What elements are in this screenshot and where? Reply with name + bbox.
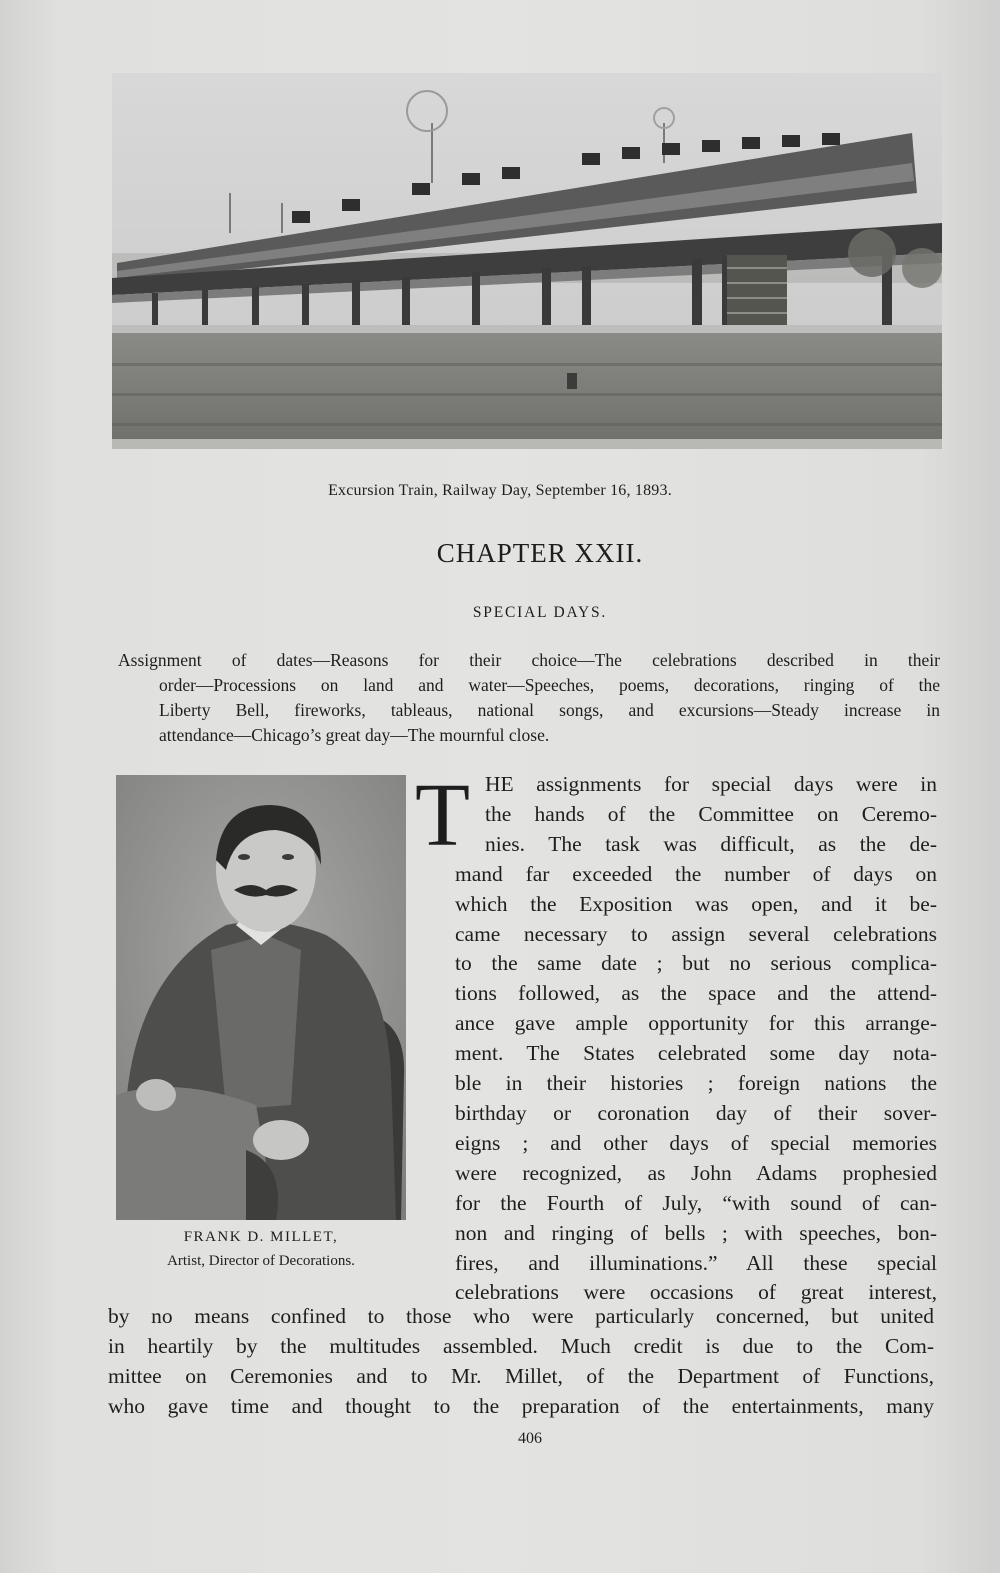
body-line: celebrations were occasions of great interest, (455, 1280, 937, 1305)
synopsis-line: order—Processions on land and water—Speeches, poems, decorations, ringing of the (159, 675, 940, 695)
synopsis-line: Assignment of dates—Reasons for their choice—The celebrations described in their (118, 650, 940, 670)
chapter-synopsis (118, 648, 940, 748)
body-line: which the Exposition was open, and it be- (455, 891, 937, 916)
body-line: non and ringing of bells ; with speeches, bon- (455, 1220, 937, 1245)
body-line: ance gave ample opportunity for this arrange- (455, 1011, 937, 1036)
body-line: mittee on Ceremonies and to Mr. Millet, of the Department of Functions, (108, 1363, 934, 1388)
body-line: fires, and illuminations.” All these special (455, 1250, 937, 1275)
synopsis-line: attendance—Chicago’s great day—The mournful close. (159, 725, 550, 745)
body-line: HE assignments for special days were in (485, 772, 937, 796)
body-line: birthday or coronation day of their sover- (455, 1100, 937, 1125)
body-line: ble in their histories ; foreign nations the (455, 1071, 937, 1096)
body-line: nies. The task was difficult, as the de- (485, 831, 937, 856)
excursion-train-photo (112, 73, 942, 449)
body-line: mand far exceeded the number of days on (455, 861, 937, 886)
portrait-role: Artist, Director of Decorations. (167, 1253, 355, 1269)
body-line: in heartily by the multitudes assembled. Much credit is due to the Com- (108, 1333, 934, 1358)
body-line: tions followed, as the space and the attend- (455, 981, 937, 1006)
body-line: for the Fourth of July, “with sound of can- (455, 1190, 937, 1215)
body-line: to the same date ; but no serious complica- (455, 951, 937, 976)
body-column (455, 770, 937, 1308)
synopsis-line: Liberty Bell, fireworks, tableaus, national songs, and excursions—Steady increase in (159, 700, 940, 720)
portrait-name: FRANK D. MILLET, (183, 1229, 339, 1245)
photo-caption: Excursion Train, Railway Day, September 16, 1893. (328, 482, 672, 499)
page-number: 406 (518, 1430, 542, 1447)
body-line: ment. The States celebrated some day nota- (455, 1041, 937, 1066)
body-line: by no means confined to those who were particularly concerned, but united (108, 1304, 934, 1328)
chapter-title: CHAPTER XXII. (436, 538, 644, 568)
portrait-photo (116, 775, 406, 1220)
body-line: were recognized, as John Adams prophesied (455, 1160, 937, 1185)
body-full-width (108, 1302, 934, 1422)
chapter-subtitle: SPECIAL DAYS. (472, 604, 608, 621)
drop-cap: T (415, 766, 470, 865)
body-line: eigns ; and other days of special memories (455, 1130, 937, 1155)
body-line: the hands of the Committee on Ceremo- (485, 801, 937, 826)
body-line: came necessary to assign several celebrations (455, 921, 937, 946)
body-line: who gave time and thought to the preparation of the entertainments, many (108, 1393, 934, 1418)
